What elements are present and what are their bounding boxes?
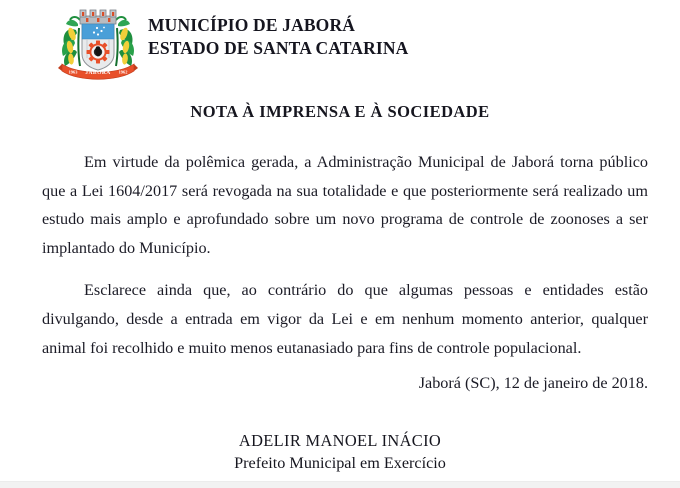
svg-text:1963: 1963 [68,69,78,75]
coat-of-arms-icon [56,6,140,82]
paragraph-2: Esclarece ainda que, ao contrário do que algumas pessoas e entidades estão divulgando, desde a entrada em vigor da Lei e em nenhum momento anterior, qualquer animal foi recolhido e muito menos eutanasiado para fins de controle populacional. [42,281,648,357]
signatory-name: ADELIR MANOEL INÁCIO [238,431,442,450]
document-title: NOTA À IMPRENSA E À SOCIEDADE [190,102,490,121]
page-bottom-edge [0,481,680,488]
organization-line-state: ESTADO DE SANTA CATARINA [148,37,409,58]
organization-name-block [148,6,408,60]
svg-text:1962: 1962 [118,69,128,75]
document-body [42,148,648,398]
organization-line-municipality: MUNICÍPIO DE JABORÁ [148,15,356,35]
paragraph-1: Em virtude da polêmica gerada, a Administração Municipal de Jaborá torna público que a Lei 1604/2017 será revogada na sua totalidade e que posteriormente será realizado um estudo mais amplo e aprofundado sobre um novo programa de controle de zoonoses a ser implantado do Município. [42,153,648,257]
letterhead [0,6,680,86]
dateline: Jaborá (SC), 12 de janeiro de 2018. [418,374,648,393]
signatory-role: Prefeito Municipal em Exercício [234,454,446,472]
signature-block [0,430,680,474]
svg-text:JABORÁ: JABORÁ [85,70,111,77]
